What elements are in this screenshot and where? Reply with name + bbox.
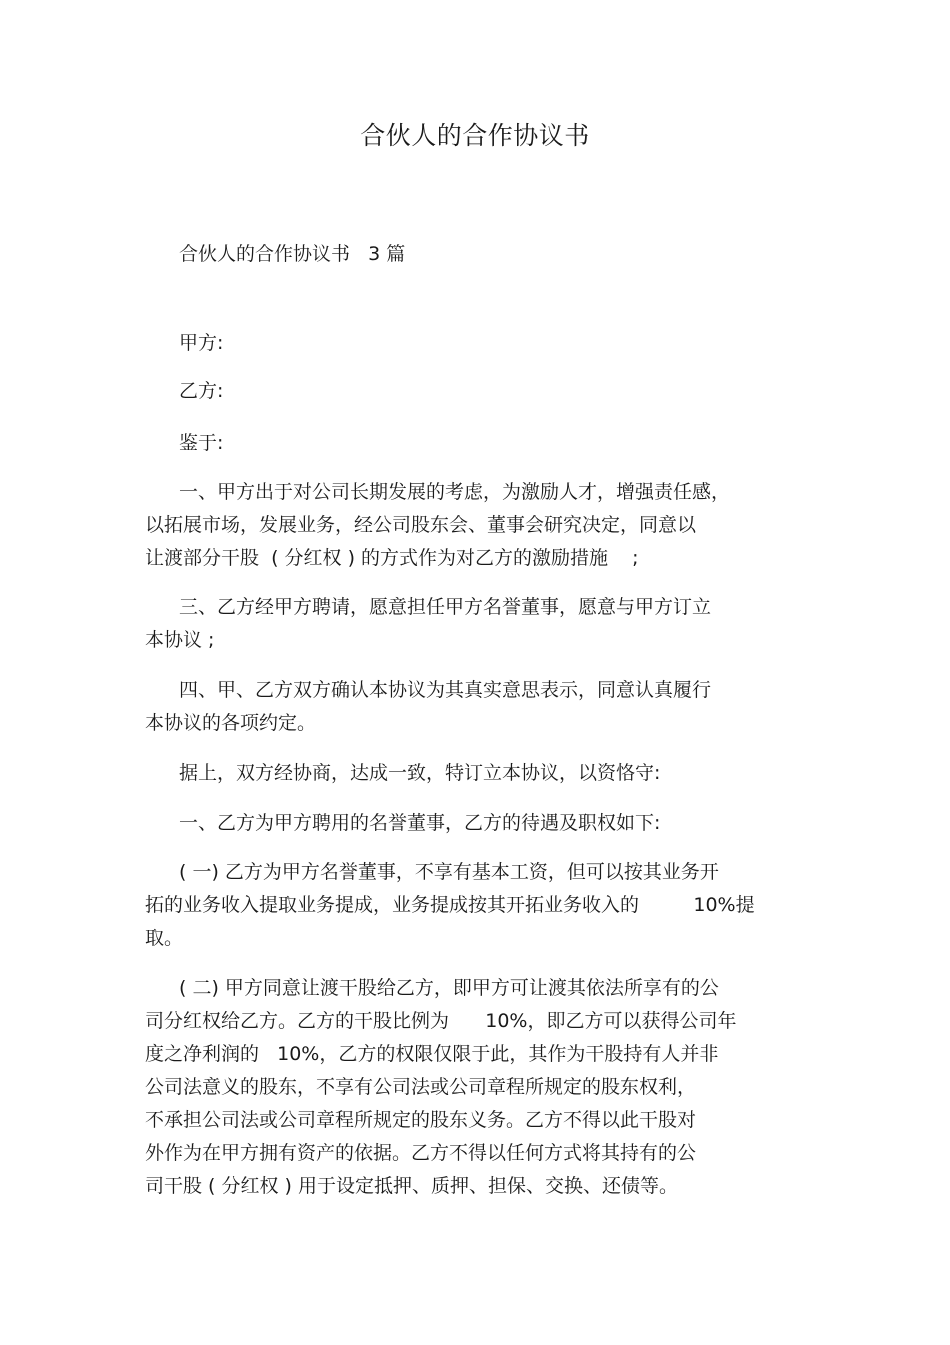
paragraph-5: 一、乙方为甲方聘用的名誉董事，乙方的待遇及职权如下: bbox=[179, 812, 661, 834]
paragraph-line: ( 一) 乙方为甲方名誉董事，不享有基本工资，但可以按其业务开 bbox=[179, 861, 719, 883]
paragraph-line: 本协议的各项约定。 bbox=[145, 712, 317, 734]
paragraph-line: 不承担公司法或公司章程所规定的股东义务。乙方不得以此干股对 bbox=[145, 1109, 697, 1131]
paragraph-line: 让渡部分干股 ( 分红权 ) 的方式作为对乙方的激励措施 ; bbox=[145, 547, 639, 569]
party-b-label: 乙方: bbox=[179, 380, 224, 402]
paragraph-line: 外作为在甲方拥有资产的依据。乙方不得以任何方式将其持有的公 bbox=[145, 1142, 697, 1164]
whereas-label: 鉴于: bbox=[179, 432, 224, 454]
paragraph-line: 司干股 ( 分红权 ) 用于设定抵押、质押、担保、交换、还债等。 bbox=[145, 1175, 678, 1197]
paragraph-line: 本协议 ; bbox=[145, 629, 215, 651]
paragraph-line: 三、乙方经甲方聘请，愿意担任甲方名誉董事，愿意与甲方订立 bbox=[179, 596, 712, 618]
party-a-label: 甲方: bbox=[179, 332, 224, 354]
paragraph-line: 一、甲方出于对公司长期发展的考虑，为激励人才，增强责任感， bbox=[179, 481, 731, 503]
paragraph-line: 四、甲、乙方双方确认本协议为其真实意思表示，同意认真履行 bbox=[179, 679, 712, 701]
paragraph-line: 司分红权给乙方。乙方的干股比例为 10%，即乙方可以获得公司年 bbox=[145, 1010, 737, 1032]
paragraph-line: 取。 bbox=[145, 927, 184, 949]
document-subtitle: 合伙人的合作协议书 3 篇 bbox=[179, 243, 406, 265]
paragraph-line: 公司法意义的股东，不享有公司法或公司章程所规定的股东权利， bbox=[145, 1076, 697, 1098]
paragraph-line: ( 二) 甲方同意让渡干股给乙方，即甲方可让渡其依法所享有的公 bbox=[179, 977, 719, 999]
paragraph-4: 据上，双方经协商，达成一致，特订立本协议，以资恪守: bbox=[179, 762, 661, 784]
paragraph-line: 以拓展市场，发展业务，经公司股东会、董事会研究决定，同意以 bbox=[145, 514, 697, 536]
paragraph-line: 度之净利润的 10%，乙方的权限仅限于此，其作为干股持有人并非 bbox=[145, 1043, 719, 1065]
document-title: 合伙人的合作协议书 bbox=[360, 121, 590, 150]
paragraph-line: 拓的业务收入提取业务提成，业务提成按其开拓业务收入的 10%提 bbox=[145, 894, 755, 916]
